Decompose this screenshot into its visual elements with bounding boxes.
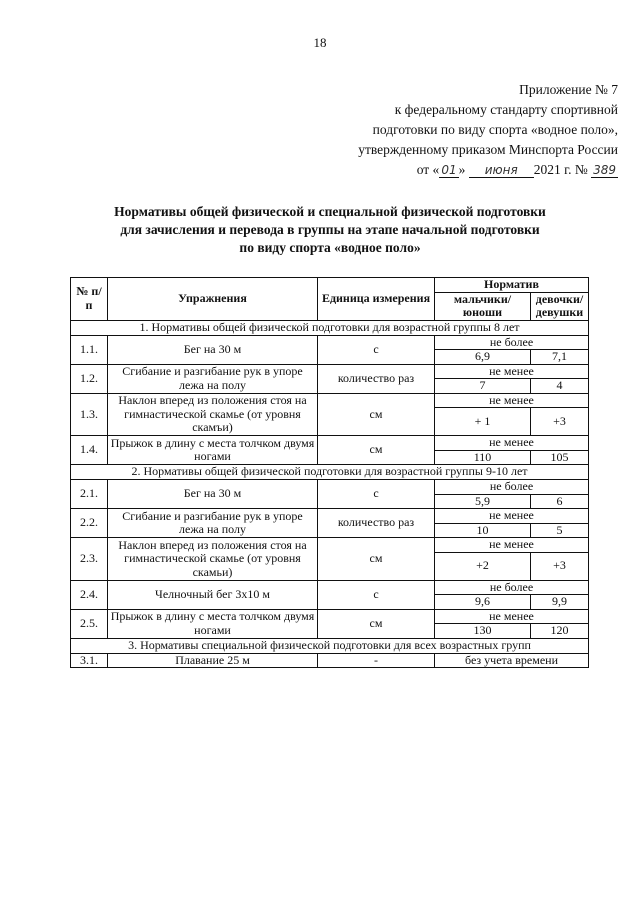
page-number: 18 <box>313 35 327 50</box>
section-title: 1. Нормативы общей физической подготовки для возрастной группы 8 лет <box>71 320 589 335</box>
row-girls-value: 120 <box>531 624 589 639</box>
appendix-line: утвержденному приказом Минспорта России <box>358 142 618 157</box>
section-title: 2. Нормативы общей физической подготовки для возрастной группы 9-10 лет <box>71 465 589 480</box>
row-exercise: Бег на 30 м <box>108 480 318 509</box>
row-num: 2.5. <box>71 609 108 638</box>
row-unit: количество раз <box>318 364 435 393</box>
row-num: 2.4. <box>71 580 108 609</box>
row-exercise: Плавание 25 м <box>108 653 318 668</box>
standards-table <box>70 277 589 668</box>
row-condition: не менее <box>435 364 589 379</box>
appendix-date-line <box>318 160 618 180</box>
row-num: 1.4. <box>71 436 108 465</box>
header-girls: девочки/ девушки <box>531 292 589 320</box>
row-condition: не менее <box>435 436 589 451</box>
row-girls-value: 7,1 <box>531 350 589 365</box>
appendix-line: к федеральному стандарту спортивной <box>394 102 618 117</box>
title-line: по виду спорта «водное поло» <box>239 240 421 255</box>
row-num: 1.1. <box>71 335 108 364</box>
row-condition: не менее <box>435 393 589 408</box>
handwritten-day: 01 <box>441 163 457 177</box>
row-unit: с <box>318 335 435 364</box>
appendix-block <box>318 80 618 180</box>
row-unit: см <box>318 538 435 581</box>
row-exercise: Сгибание и разгибание рук в упоре лежа на полу <box>108 509 318 538</box>
title-line: для зачисления и перевода в группы на этапе начальной подготовки <box>120 222 540 237</box>
row-exercise: Бег на 30 м <box>108 335 318 364</box>
row-num: 1.3. <box>71 393 108 436</box>
row-condition: не более <box>435 335 589 350</box>
row-condition: не менее <box>435 509 589 524</box>
row-boys-value: 6,9 <box>435 350 531 365</box>
header-unit: Единица измерения <box>318 278 435 321</box>
row-unit: см <box>318 436 435 465</box>
table-row <box>71 509 589 524</box>
date-day-suffix: » <box>458 162 466 177</box>
row-boys-value: 7 <box>435 379 531 394</box>
row-girls-value: 4 <box>531 379 589 394</box>
row-boys-value: 10 <box>435 523 531 538</box>
row-condition: не менее <box>435 609 589 624</box>
row-girls-value: 105 <box>531 450 589 465</box>
header-num: № п/п <box>71 278 108 321</box>
document-title <box>60 203 600 257</box>
row-num: 2.3. <box>71 538 108 581</box>
table-row <box>71 609 589 624</box>
header-norm: Норматив <box>435 278 589 293</box>
row-girls-value: 6 <box>531 494 589 509</box>
table-row <box>71 653 589 668</box>
section-row <box>71 320 589 335</box>
row-unit: см <box>318 609 435 638</box>
date-prefix: от « <box>416 162 440 177</box>
row-exercise: Прыжок в длину с места толчком двумя ногами <box>108 609 318 638</box>
table-row <box>71 436 589 451</box>
header-boys: мальчики/ юноши <box>435 292 531 320</box>
row-boys-value: 110 <box>435 450 531 465</box>
table-row <box>71 538 589 553</box>
handwritten-order-number: 389 <box>593 163 616 177</box>
row-condition: не более <box>435 580 589 595</box>
row-boys-value: + 1 <box>435 408 531 436</box>
row-exercise: Сгибание и разгибание рук в упоре лежа на полу <box>108 364 318 393</box>
row-boys-value: +2 <box>435 552 531 580</box>
handwritten-month: июня <box>469 163 534 178</box>
row-num: 2.1. <box>71 480 108 509</box>
row-unit: - <box>318 653 435 668</box>
row-exercise: Наклон вперед из положения стоя на гимнастической скамье (от уровня скамъи) <box>108 393 318 436</box>
row-girls-value: +3 <box>531 552 589 580</box>
section-row <box>71 465 589 480</box>
row-num: 2.2. <box>71 509 108 538</box>
title-line: Нормативы общей физической и специальной физической подготовки <box>114 204 546 219</box>
appendix-title: Приложение № 7 <box>519 82 618 97</box>
row-girls-value: 5 <box>531 523 589 538</box>
table-body <box>71 320 589 668</box>
row-exercise: Прыжок в длину с места толчком двумя ногами <box>108 436 318 465</box>
row-unit: с <box>318 580 435 609</box>
row-unit: см <box>318 393 435 436</box>
table-row <box>71 335 589 350</box>
row-norm-combined: без учета времени <box>435 653 589 668</box>
row-unit: с <box>318 480 435 509</box>
table-row <box>71 580 589 595</box>
table-row <box>71 364 589 379</box>
row-condition: не более <box>435 480 589 495</box>
header-exercise: Упражнения <box>108 278 318 321</box>
row-girls-value: +3 <box>531 408 589 436</box>
section-row <box>71 638 589 653</box>
row-boys-value: 130 <box>435 624 531 639</box>
row-unit: количество раз <box>318 509 435 538</box>
row-boys-value: 5,9 <box>435 494 531 509</box>
row-exercise: Наклон вперед из положения стоя на гимнастической скамье (от уровня скамьи) <box>108 538 318 581</box>
row-condition: не менее <box>435 538 589 553</box>
table-row <box>71 393 589 408</box>
row-boys-value: 9,6 <box>435 595 531 610</box>
row-girls-value: 9,9 <box>531 595 589 610</box>
section-title: 3. Нормативы специальной физической подготовки для всех возрастных групп <box>71 638 589 653</box>
appendix-line: подготовки по виду спорта «водное поло», <box>372 122 618 137</box>
row-num: 1.2. <box>71 364 108 393</box>
date-year: 2021 г. № <box>533 162 588 177</box>
row-exercise: Челночный бег 3x10 м <box>108 580 318 609</box>
row-num: 3.1. <box>71 653 108 668</box>
table-row <box>71 480 589 495</box>
